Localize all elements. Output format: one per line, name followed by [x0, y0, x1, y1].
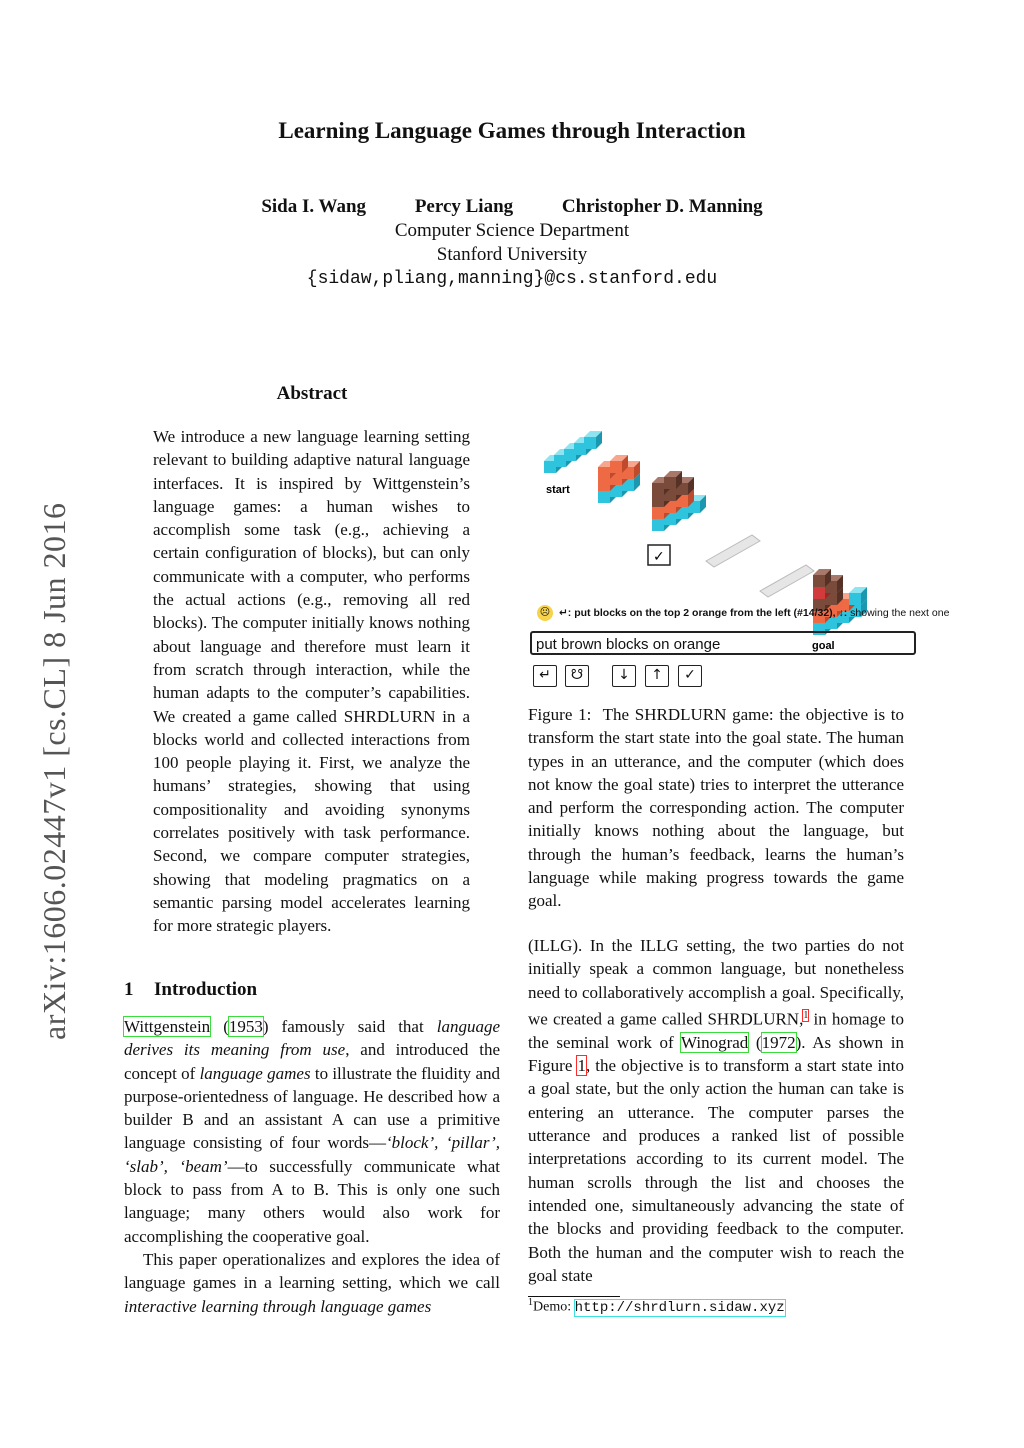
introduction-body — [124, 1015, 500, 1318]
abstract-text: We introduce a new language learning setting relevant to building adaptive natural language interfaces. It is inspired by Wittgenstein’s language games: a human wishes to accomplish some task (e.g., achieving a certain configuration of blocks), but can only communicate with a computer, who performs the actual actions (e.g., removing all red blocks). The computer initially knows nothing about language and therefore must learn it from scratch through interaction, while the human adapts to the computer’s capabilities. We created a game called SHRDLURN in a blocks world and collected interactions from 100 people playing it. First, we analyze the humans’ strategies, showing that using compositionality and avoiding synonyms correlates positively with task performance. Second, we compare computer strategies, showing that modeling pragmatics on a semantic parsing model accelerates learning for more strategic players. — [153, 427, 470, 936]
text-run: , the objective is to transform a start state into a goal state, but the only action the human can take is entering an utterance. The computer parses the utterance and produces a ranked list of possible interpretations according to its current model. The human scrolls through the list and chooses the intended one, simultaneously advancing the state of the blocks and providing feedback to the computer. Both the human and the computer wish to reach the goal state — [528, 1056, 905, 1285]
submit-button[interactable]: ↵ — [533, 665, 557, 687]
section-number: 1 — [124, 979, 134, 1000]
text-run: This paper operationalizes and explores the idea of language games in a learning setting, which we call — [124, 1249, 500, 1293]
citation-link[interactable]: Wittgenstein — [124, 1017, 211, 1036]
goal-label: goal — [812, 640, 835, 652]
text-run: , and introduced the concept of — [124, 1040, 500, 1083]
footnote-label: Demo: — [533, 1299, 572, 1315]
text-run: (ILLG). In the ILLG setting, the two parties do not initially speak a common language, but nonetheless need to collaboratively accomplish a goal. Specifically, we created a game called SHRDLURN, — [528, 936, 904, 1029]
emphasis-text: interactive learning through language games — [124, 1296, 432, 1316]
emphasis-text: ‘block’, ‘pillar’, ‘slab’, ‘beam’ — [124, 1133, 500, 1176]
paper-title: Learning Language Games through Interaction — [278, 118, 746, 143]
emphasis-text: language derives its meaning from use — [124, 1017, 500, 1060]
author-name: Sida I. Wang — [261, 196, 367, 217]
text-run: famously said that — [281, 1017, 424, 1036]
goal-state — [813, 569, 867, 635]
citation-year-link[interactable]: 1972 — [761, 1032, 796, 1052]
previous-button[interactable]: ↑ — [645, 665, 669, 687]
intro-paragraph: Wittgenstein (1953) famously said that language derives its meaning from use, and introduced the concept of language games to illustrate the fluidity and purpose-orientedness of language. He described how a builder B and an assistant A can use a primitive language consisting of four words—‘block’, ‘pillar’, ‘slab’, ‘beam’—to successfully communicate what block to pass from A to B. This is only one such language; many others would also work for accomplishing the cooperative goal. — [124, 1017, 501, 1246]
right-column-body: (ILLG). In the ILLG setting, the two parties do not initially speak a common language, but nonetheless need to collaboratively accomplish a goal. Specifically, we created a game called SHRDLURN,$^1$ in homage to the seminal work of Winograd (1972). As shown in Figure 1, the objective is to transform a start state into a goal state, but the only action the human can take is entering an utterance. The computer parses the utterance and produces a ranked list of possible interpretations according to its current model. The human scrolls through the list and chooses the intended one, simultaneously advancing the state of the blocks and providing feedback to the computer. Both the human and the computer wish to reach the goal state — [528, 936, 905, 1285]
intermediate-state-1 — [598, 455, 640, 503]
author-name: Christopher D. Manning — [561, 196, 763, 217]
status-text: showing the next one — [847, 606, 950, 619]
emphasis-text: language games — [199, 1063, 311, 1083]
footnote-link[interactable]: 1 — [803, 1009, 809, 1021]
affiliation-university: Stanford University — [436, 244, 588, 265]
text-run: . As shown in Figure — [528, 1032, 904, 1076]
figure-ref-link[interactable]: 1 — [577, 1056, 586, 1076]
status-bold-text: ↵: put blocks on the top 2 orange from the left (#14/32), ↓: — [559, 606, 848, 619]
undo-button[interactable]: ☋ — [565, 665, 589, 687]
check-icon: ✓ — [653, 549, 665, 565]
citation-link[interactable]: Winograd — [680, 1032, 749, 1052]
figure-caption — [528, 703, 904, 913]
section-title: Introduction — [154, 979, 258, 1000]
affiliation-department: Computer Science Department — [394, 220, 630, 241]
intermediate-state-2 — [652, 471, 706, 531]
command-input[interactable]: put brown blocks on orange — [530, 631, 916, 655]
footnote — [528, 1297, 785, 1316]
demo-url-link[interactable]: http://shrdlurn.sidaw.xyz — [574, 1299, 785, 1316]
accept-button[interactable]: ✓ — [678, 665, 702, 687]
start-label: start — [546, 484, 570, 496]
caption-label: Figure 1: — [528, 705, 592, 724]
text-run: —to successfully communicate what block to pass from A to B. This is only one such language; many others would also work for accomplishing the cooperative goal. — [124, 1156, 500, 1246]
empty-slab-2 — [760, 565, 814, 597]
empty-slab-1 — [706, 535, 760, 567]
status-line — [537, 605, 949, 621]
author-name: Percy Liang — [414, 196, 514, 217]
author-email: {sidaw,pliang,manning}@cs.stanford.edu — [306, 269, 718, 289]
author-list — [0, 196, 1024, 218]
citation-year-link[interactable]: 1953 — [228, 1017, 263, 1036]
text-run: in homage to the seminal work of — [528, 1009, 904, 1052]
intro-paragraph — [124, 1248, 500, 1318]
confused-face-icon: ☹ — [537, 605, 553, 621]
abstract-heading: Abstract — [276, 383, 348, 404]
text-run: to illustrate the fluidity and purpose-orientedness of language. He described how a builder B and an assistant A can use a primitive language consisting of four words— — [124, 1063, 501, 1153]
section-heading — [124, 979, 257, 1001]
next-button[interactable]: ↓ — [612, 665, 636, 687]
arxiv-stamp: arXiv:1606.02447v1 [cs.CL] 8 Jun 2016 — [36, 502, 72, 1040]
caption-text: The SHRDLURN game: the objective is to transform the start state into the goal state. The human types in an utterance, and the computer (which does not know the goal state) tries to interpret the utterance and perform the corresponding action. The computer initially knows nothing about the language, but through the human’s feedback, learns the human’s language while making progress towards the game goal. — [528, 705, 905, 911]
start-block-row — [544, 431, 602, 473]
footnote-mark: 1 — [528, 1297, 533, 1308]
